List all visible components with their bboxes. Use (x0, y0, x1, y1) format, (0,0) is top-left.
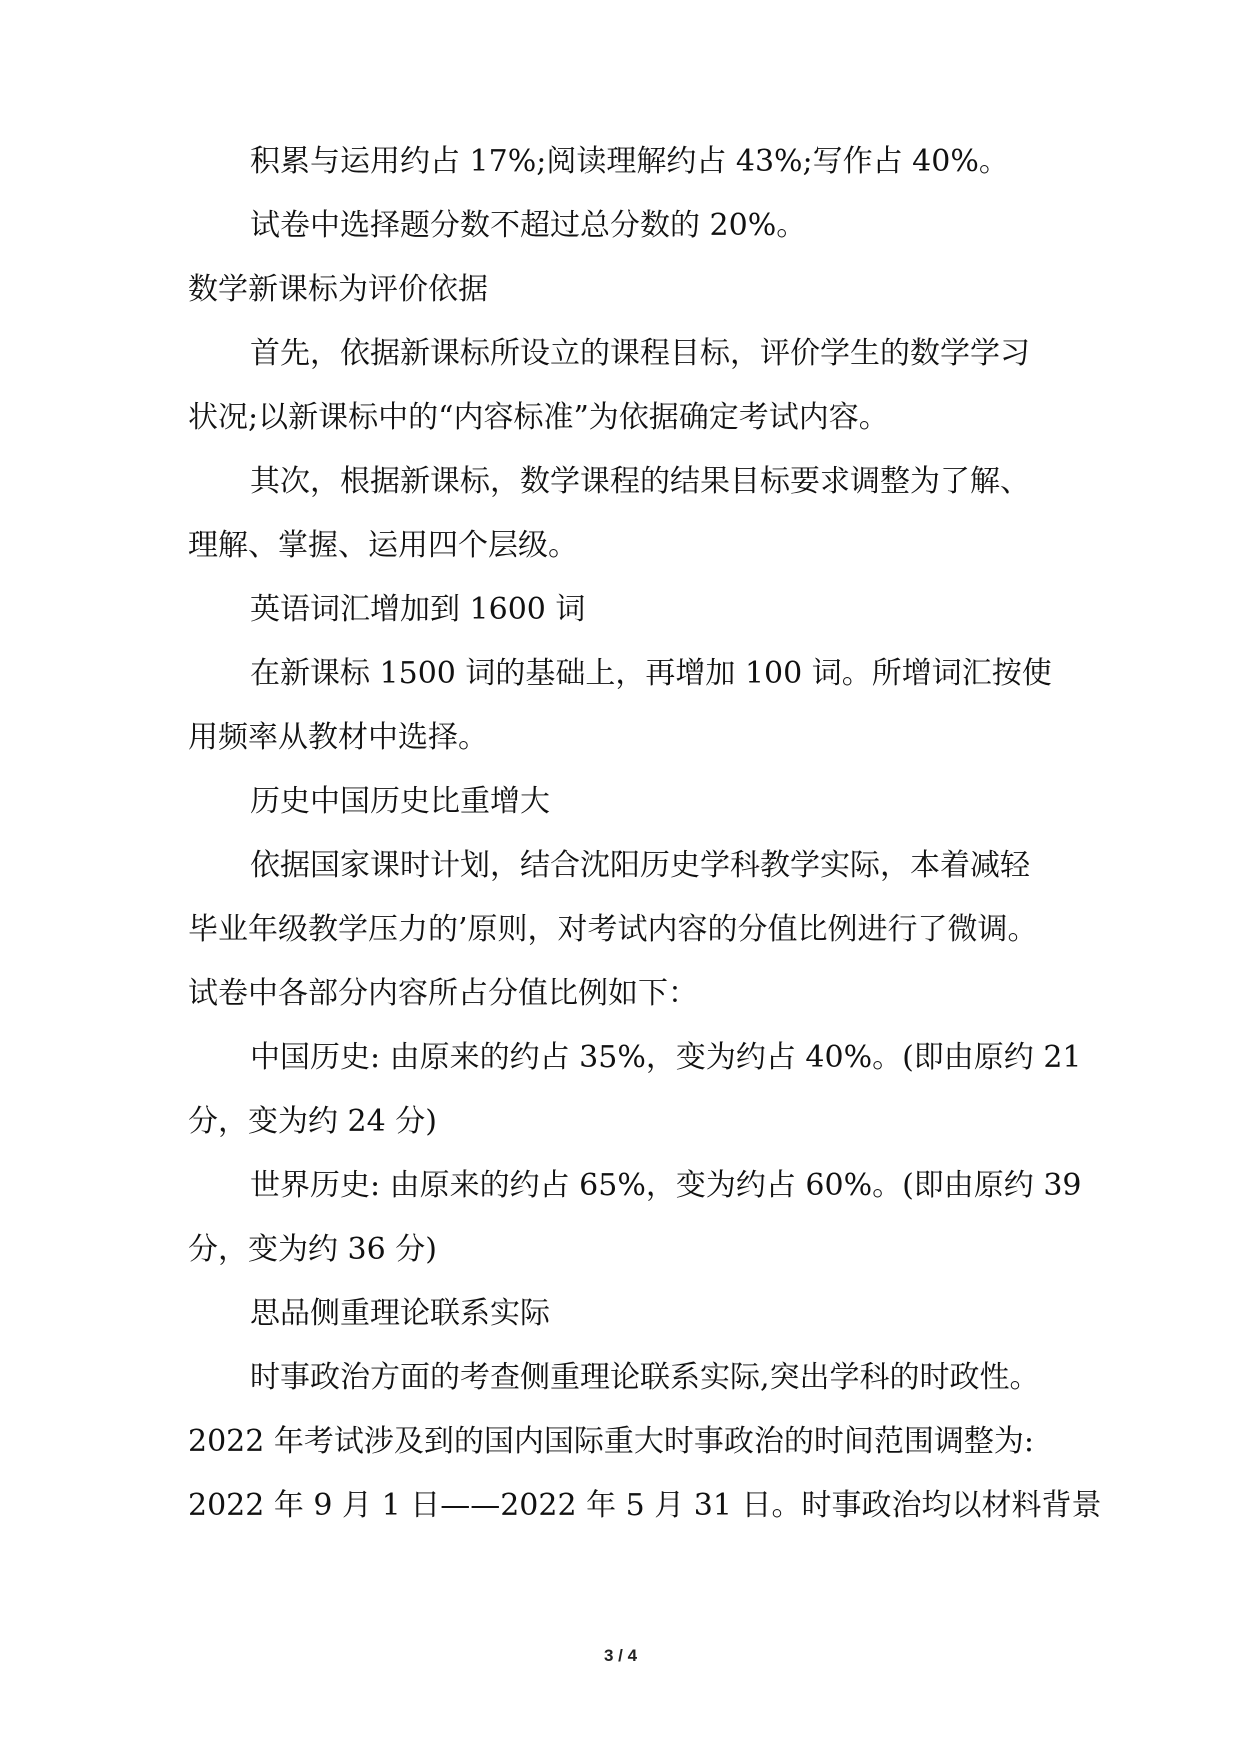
paragraph-line: 时事政治方面的考查侧重理论联系实际,突出学科的时政性。 (250, 1360, 1040, 1395)
paragraph-line: 中国历史: 由原来的约占 35%，变为约占 40%。(即由原约 21 (250, 1040, 1082, 1075)
paragraph-line: 在新课标 1500 词的基础上，再增加 100 词。所增词汇按使 (250, 656, 1052, 691)
paragraph-line: 用频率从教材中选择。 (188, 720, 488, 755)
paragraph-line: 其次，根据新课标，数学课程的结果目标要求调整为了解、 (250, 464, 1030, 499)
paragraph-line: 2022 年 9 月 1 日——2022 年 5 月 31 日。时事政治均以材料背景 (188, 1488, 1102, 1523)
paragraph-line: 首先，依据新课标所设立的课程目标，评价学生的数学学习 (250, 336, 1030, 371)
section-heading: 英语词汇增加到 1600 词 (250, 592, 586, 627)
paragraph-line: 世界历史: 由原来的约占 65%，变为约占 60%。(即由原约 39 (250, 1168, 1082, 1203)
section-heading: 思品侧重理论联系实际 (250, 1296, 550, 1331)
paragraph-line: 2022 年考试涉及到的国内国际重大时事政治的时间范围调整为: (188, 1424, 1034, 1459)
section-heading: 历史中国历史比重增大 (250, 784, 550, 819)
page-number: 3 / 4 (603, 1646, 638, 1665)
paragraph-line: 状况;以新课标中的“内容标准”为依据确定考试内容。 (188, 400, 889, 435)
paragraph-line: 分，变为约 36 分) (188, 1232, 437, 1267)
paragraph-line: 分，变为约 24 分) (188, 1104, 437, 1139)
section-heading: 数学新课标为评价依据 (188, 272, 488, 307)
paragraph-line: 依据国家课时计划，结合沈阳历史学科教学实际，本着减轻 (250, 848, 1030, 883)
paragraph-line: 试卷中选择题分数不超过总分数的 20%。 (250, 208, 807, 243)
paragraph-line: 积累与运用约占 17%;阅读理解约占 43%;写作占 40%。 (250, 144, 1009, 179)
paragraph-line: 理解、掌握、运用四个层级。 (188, 528, 578, 563)
paragraph-line: 试卷中各部分内容所占分值比例如下： (188, 976, 698, 1011)
paragraph-line: 毕业年级教学压力的’原则，对考试内容的分值比例进行了微调。 (188, 912, 1038, 947)
